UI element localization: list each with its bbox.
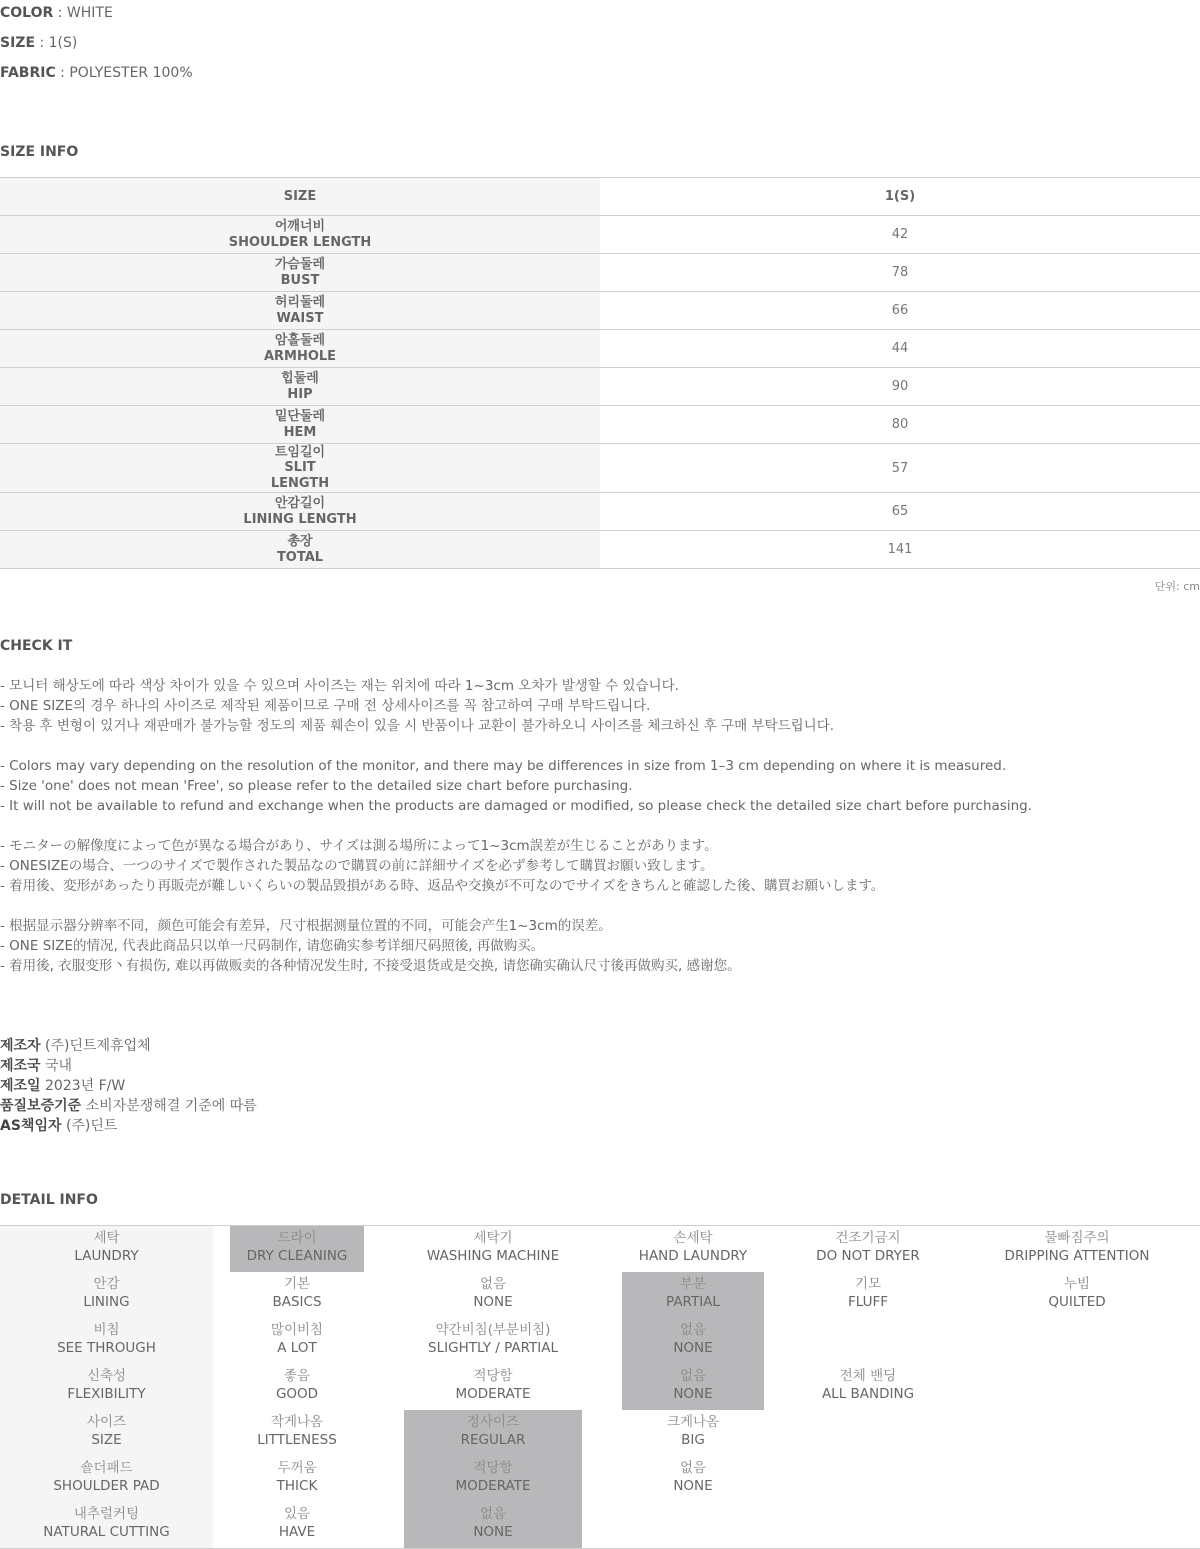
detail-en-text: NATURAL CUTTING <box>43 1524 170 1540</box>
detail-en-text: DO NOT DRYER <box>816 1248 920 1264</box>
table-row <box>0 406 1200 444</box>
detail-option <box>404 1318 582 1364</box>
detail-ko-text: 숄더패드 <box>80 1460 133 1476</box>
detail-option <box>772 1226 964 1272</box>
measure-en: HIP <box>287 386 313 402</box>
note-line: - モニターの解像度によって色が異なる場合があり、サイズは測る場所によって1~3cm誤差が生じることがあります。 <box>0 838 718 854</box>
detail-en-text: MODERATE <box>455 1386 531 1402</box>
detail-option-selected <box>404 1502 582 1548</box>
detail-en-text: THICK <box>276 1478 318 1494</box>
detail-ko-text: 안감 <box>93 1276 120 1292</box>
detail-ko-text: 부분 <box>679 1276 707 1292</box>
maker-line <box>0 1096 257 1116</box>
measure-value: 42 <box>600 216 1200 254</box>
maker-line <box>0 1076 257 1096</box>
measure-value: 44 <box>600 330 1200 368</box>
maker-label: 품질보증기준 <box>0 1098 82 1114</box>
detail-row-label <box>0 1502 213 1548</box>
detail-option <box>230 1502 364 1548</box>
measure-ko: 암홀둘레 <box>274 333 326 348</box>
detail-en-text: DRY CLEANING <box>246 1248 348 1264</box>
detail-option <box>772 1272 964 1318</box>
table-row <box>0 292 1200 330</box>
detail-option <box>230 1410 364 1456</box>
detail-en-text: BIG <box>681 1432 705 1448</box>
detail-en-text: REGULAR <box>460 1432 526 1448</box>
spec-size <box>0 35 77 51</box>
detail-ko-text: 없음 <box>679 1368 707 1384</box>
note-line: - Colors may vary depending on the resolution of the monitor, and there may be differences in size from 1–3 cm depending on where it is measured. <box>0 758 1007 774</box>
detail-option <box>622 1410 764 1456</box>
size-table <box>0 177 1200 569</box>
note-line: - 着用後、変形があったり再販売が難しいくらいの製品毀損がある時、返品や交換が不可なのでサイズをきちんと確認した後、購買お願いします。 <box>0 878 885 894</box>
detail-en-text: LITTLENESS <box>257 1432 337 1448</box>
measure-label <box>0 216 600 254</box>
detail-option <box>772 1364 964 1410</box>
note-line: - ONE SIZE的情况, 代表此商品只以单一尺码制作, 请您确实参考详细尺码照後, 再做购买。 <box>0 938 545 954</box>
detail-en-text: SHOULDER PAD <box>53 1478 160 1494</box>
measure-value: 65 <box>600 493 1200 531</box>
measure-label <box>0 292 600 330</box>
detail-en-text: SLIGHTLY / PARTIAL <box>428 1340 558 1356</box>
measure-ko: 가슴둘레 <box>274 257 326 272</box>
detail-option <box>230 1456 364 1502</box>
maker-line <box>0 1056 257 1076</box>
detail-ko-text: 약간비침(부분비침) <box>435 1322 551 1338</box>
detail-en-text: PARTIAL <box>666 1294 720 1310</box>
spec-value: : 1(S) <box>35 35 78 51</box>
detail-en-text: QUILTED <box>1048 1294 1106 1310</box>
maker-value: 국내 <box>40 1058 73 1074</box>
measure-label <box>0 368 600 406</box>
detail-row-label <box>0 1364 213 1410</box>
detail-option <box>964 1226 1190 1272</box>
measure-en: LENGTH <box>270 475 330 491</box>
measure-label <box>0 493 600 531</box>
detail-ko-text: 내추럴커팅 <box>73 1506 140 1522</box>
detail-en-text: FLEXIBILITY <box>67 1386 146 1402</box>
detail-ko-text: 물빠짐주의 <box>1044 1230 1110 1246</box>
detail-option <box>622 1226 764 1272</box>
detail-row-label <box>0 1318 213 1364</box>
size-info-title: SIZE INFO <box>0 144 79 160</box>
measure-value: 66 <box>600 292 1200 330</box>
detail-en-text: LAUNDRY <box>74 1248 139 1264</box>
table-row <box>0 330 1200 368</box>
measure-ko: 힙둘레 <box>281 371 319 386</box>
detail-en-text: A LOT <box>277 1340 317 1356</box>
detail-option <box>230 1272 364 1318</box>
table-row <box>0 254 1200 292</box>
measure-en: ARMHOLE <box>263 348 337 364</box>
detail-en-text: NONE <box>673 1478 713 1494</box>
detail-en-text: WASHING MACHINE <box>426 1248 560 1264</box>
note-line: - It will not be available to refund and exchange when the products are damaged or modified, so please check the detailed size chart before purchasing. <box>0 798 1032 814</box>
detail-info-title: DETAIL INFO <box>0 1192 98 1208</box>
measure-label <box>0 444 600 493</box>
measure-ko: 허리둘레 <box>274 295 326 310</box>
detail-ko-text: 없음 <box>479 1276 507 1292</box>
note-line: - Size 'one' does not mean 'Free', so please refer to the detailed size chart before purchasing. <box>0 778 633 794</box>
detail-option <box>404 1226 582 1272</box>
spec-value: : WHITE <box>53 5 113 21</box>
measure-label <box>0 330 600 368</box>
spec-label: SIZE <box>0 35 36 51</box>
detail-en-text: FLUFF <box>847 1294 889 1310</box>
detail-en-text: BASICS <box>272 1294 322 1310</box>
detail-en-text: ALL BANDING <box>821 1386 915 1402</box>
spec-color <box>0 5 113 21</box>
detail-ko-text: 세탁기 <box>473 1230 513 1246</box>
maker-value: 2023년 F/W <box>40 1078 126 1094</box>
detail-ko-text: 기모 <box>854 1276 882 1292</box>
spec-value: : POLYESTER 100% <box>55 65 193 81</box>
measure-value: 78 <box>600 254 1200 292</box>
spec-fabric <box>0 65 193 81</box>
detail-en-text: NONE <box>673 1386 713 1402</box>
detail-en-text: NONE <box>673 1340 713 1356</box>
measure-value: 141 <box>600 531 1200 569</box>
measure-value: 57 <box>600 444 1200 493</box>
measure-en: BUST <box>280 272 320 288</box>
measure-label <box>0 406 600 444</box>
detail-ko-text: 작게나옴 <box>270 1414 324 1430</box>
detail-option-selected <box>404 1456 582 1502</box>
spec-label: FABRIC <box>0 65 56 81</box>
detail-ko-text: 사이즈 <box>86 1414 127 1430</box>
detail-ko-text: 있음 <box>283 1506 311 1522</box>
detail-en-text: LINING <box>83 1294 130 1310</box>
detail-option-selected <box>404 1410 582 1456</box>
measure-ko: 트임길이 <box>274 444 326 460</box>
detail-ko-text: 비침 <box>93 1322 120 1338</box>
maker-label: 제조일 <box>0 1078 41 1094</box>
check-it-notes <box>0 676 1200 976</box>
detail-ko-text: 기본 <box>283 1276 311 1292</box>
detail-ko-text: 없음 <box>679 1322 707 1338</box>
spec-label: COLOR <box>0 5 54 21</box>
detail-ko-text: 손세탁 <box>673 1230 713 1246</box>
detail-option <box>964 1272 1190 1318</box>
measure-ko: 안감길이 <box>274 496 326 511</box>
table-row <box>0 216 1200 254</box>
size-header-value: 1(S) <box>600 178 1200 216</box>
note-line: - 착용 후 변형이 있거나 재판매가 불가능할 정도의 제품 훼손이 있을 시 반품이나 교환이 불가하오니 사이즈를 체크하신 후 구매 부탁드립니다. <box>0 718 835 734</box>
detail-ko-text: 크게나옴 <box>666 1414 720 1430</box>
size-header-label: SIZE <box>0 178 600 216</box>
maker-line <box>0 1116 257 1136</box>
detail-option <box>622 1456 764 1502</box>
measure-en: HEM <box>283 424 317 440</box>
detail-en-text: GOOD <box>275 1386 319 1402</box>
measure-label <box>0 531 600 569</box>
measure-ko: 어깨너비 <box>274 219 326 234</box>
detail-ko-text: 적당함 <box>473 1460 513 1476</box>
note-line: - 모니터 해상도에 따라 색상 차이가 있을 수 있으며 사이즈는 재는 위치에 따라 1~3cm 오차가 발생할 수 있습니다. <box>0 678 679 694</box>
measure-en: WAIST <box>276 310 324 326</box>
detail-ko-text: 많이비침 <box>270 1322 324 1338</box>
detail-row-label <box>0 1456 213 1502</box>
detail-ko-text: 건조기금지 <box>835 1230 901 1246</box>
maker-label: 제조국 <box>0 1058 41 1074</box>
detail-en-text: NONE <box>473 1524 513 1540</box>
detail-ko-text: 두꺼움 <box>277 1460 317 1476</box>
measure-value: 80 <box>600 406 1200 444</box>
measure-en: SLIT <box>284 460 316 476</box>
note-line: - ONE SIZE의 경우 하나의 사이즈로 제작된 제품이므로 구매 전 상세사이즈를 꼭 참고하여 구매 부탁드립니다. <box>0 698 651 714</box>
measure-label <box>0 254 600 292</box>
note-line: - 根据显示器分辨率不同，颜色可能会有差异，尺寸根据测量位置的不同，可能会产生1~3cm的误差。 <box>0 918 612 934</box>
detail-option <box>404 1272 582 1318</box>
detail-option-selected <box>622 1272 764 1318</box>
maker-label: 제조자 <box>0 1038 41 1054</box>
table-row <box>0 531 1200 569</box>
detail-en-text: DRIPPING ATTENTION <box>1004 1248 1150 1264</box>
note-line: - ONESIZEの場合、一つのサイズで製作された製品なので購買の前に詳細サイズを必ず参考して購買お願い致します。 <box>0 858 714 874</box>
detail-ko-text: 정사이즈 <box>466 1414 520 1430</box>
measure-en: TOTAL <box>276 549 324 565</box>
maker-info <box>0 1036 257 1136</box>
detail-en-text: SEE THROUGH <box>57 1340 156 1356</box>
check-it-title: CHECK IT <box>0 638 73 654</box>
measure-en: LINING LENGTH <box>243 511 357 527</box>
detail-row-label <box>0 1226 213 1272</box>
unit-note: 단위: cm <box>1154 580 1200 593</box>
detail-en-text: MODERATE <box>455 1478 531 1494</box>
maker-value: 소비자분쟁해결 기준에 따름 <box>81 1098 257 1114</box>
detail-row-label <box>0 1410 213 1456</box>
detail-ko-text: 신축성 <box>86 1368 127 1384</box>
detail-option <box>404 1364 582 1410</box>
maker-value: (주)딘트제휴업체 <box>40 1038 151 1054</box>
table-row <box>0 444 1200 493</box>
detail-ko-text: 누빔 <box>1063 1276 1091 1292</box>
measure-en: SHOULDER LENGTH <box>228 234 372 250</box>
size-table-header <box>0 178 1200 216</box>
detail-ko-text: 없음 <box>479 1506 507 1522</box>
note-line: - 着用後, 衣服变形丶有损伤, 难以再做贩卖的各种情况发生时, 不接受退货或是交换, 请您确实确认尺寸後再做购买, 感谢您。 <box>0 958 741 974</box>
detail-row-label <box>0 1272 213 1318</box>
maker-line <box>0 1036 257 1056</box>
maker-value: (주)딘트 <box>61 1118 118 1134</box>
measure-ko: 밑단둘레 <box>274 409 326 424</box>
detail-ko-text: 드라이 <box>277 1230 317 1246</box>
detail-ko-text: 전체 밴딩 <box>839 1368 897 1384</box>
detail-option <box>230 1318 364 1364</box>
measure-value: 90 <box>600 368 1200 406</box>
table-row <box>0 493 1200 531</box>
detail-ko-text: 세탁 <box>93 1230 120 1246</box>
detail-option-selected <box>622 1364 764 1410</box>
detail-ko-text: 없음 <box>679 1460 707 1476</box>
detail-en-text: HAVE <box>278 1524 316 1540</box>
detail-en-text: HAND LAUNDRY <box>638 1248 748 1264</box>
measure-ko: 총장 <box>287 534 313 549</box>
detail-option <box>230 1364 364 1410</box>
detail-en-text: NONE <box>473 1294 513 1310</box>
detail-option-selected <box>230 1226 364 1272</box>
table-row <box>0 368 1200 406</box>
detail-ko-text: 좋음 <box>283 1368 311 1384</box>
detail-en-text: SIZE <box>91 1432 122 1448</box>
maker-label: AS책임자 <box>0 1118 62 1134</box>
detail-option-selected <box>622 1318 764 1364</box>
detail-ko-text: 적당함 <box>473 1368 513 1384</box>
